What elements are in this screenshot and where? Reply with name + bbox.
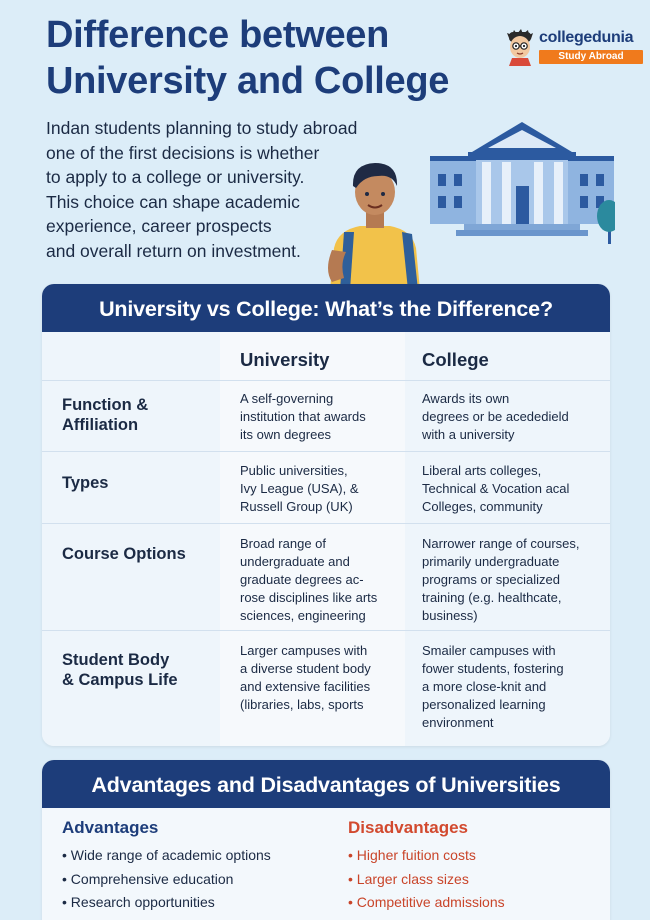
logo-tag: Study Abroad (539, 50, 643, 64)
list-item: • Higher fuition costs (348, 847, 476, 863)
university-cell (240, 462, 400, 516)
cell-line: rose disciplines like arts (240, 590, 378, 605)
cell-line: environment (422, 715, 494, 730)
advantages-heading: Advantages and Disadvantages of Universities (42, 760, 610, 808)
advantages-card (42, 760, 610, 920)
list-item: • Comprehensive education (62, 870, 234, 887)
intro-line: one of the first decisions is whether (46, 142, 320, 163)
cell-line: primarily undergraduate (422, 554, 560, 569)
column-header-university: University (240, 349, 330, 370)
row-label-line: Function & (62, 396, 149, 414)
row-divider (42, 630, 610, 631)
cell-line: Technical & Vocation acal (422, 481, 570, 496)
comparison-heading: University vs College: What’s the Difference? (42, 284, 610, 332)
university-cell (240, 535, 400, 625)
college-cell (422, 642, 607, 732)
intro-line: to apply to a college or university. (46, 167, 305, 187)
logo-name: collegedunia (539, 29, 634, 46)
comparison-table (42, 332, 610, 746)
collegedunia-logo (505, 28, 639, 68)
advantages-body (42, 808, 610, 920)
advantages-title: Advantages (62, 818, 159, 837)
cell-line: its own degrees (240, 427, 332, 442)
cell-line: Awards its own (422, 391, 510, 406)
page-title (46, 12, 506, 104)
column-header-college: College (422, 349, 489, 370)
row-label-line: Types (62, 474, 109, 492)
college-cell (422, 462, 607, 516)
cell-line: Liberal arts colleges, (422, 463, 542, 478)
cell-line: sciences, engineering (240, 608, 366, 623)
cell-line: degrees or be acededield (422, 409, 569, 424)
title-line-1: Difference between (46, 14, 390, 56)
cell-line: (libraries, labs, sports (240, 697, 364, 712)
list-item: • Competitive admissions (348, 894, 505, 910)
list-item: • Wide range of academic options (62, 847, 271, 863)
intro-line: and overall return on investment. (46, 240, 301, 261)
cell-line: institution that awards (240, 409, 366, 424)
row-divider (42, 451, 610, 452)
disadvantages-title: Disadvantages (348, 818, 468, 837)
college-cell (422, 535, 607, 625)
cell-line: Public universities, (240, 463, 348, 478)
mascot-icon (505, 28, 535, 66)
cell-line: Broad range of (240, 536, 327, 551)
cell-line: undergraduate and (240, 554, 350, 569)
advantages-list (62, 844, 271, 915)
intro-line: experience, career prospects (46, 216, 272, 236)
cell-line: Russell Group (UK) (240, 499, 353, 514)
cell-line: Larger campuses with (240, 643, 368, 658)
row-label-function (62, 395, 148, 435)
row-label-line: & Campus Life (62, 671, 178, 689)
cell-line: Smailer campuses with (422, 643, 556, 658)
cell-line: fower students, fostering (422, 661, 564, 676)
cell-line: programs or specialized (422, 572, 561, 587)
comparison-card (42, 284, 610, 746)
cell-line: Colleges, community (422, 499, 543, 514)
row-label-line: Course Options (62, 545, 186, 563)
intro-line: This choice can shape academic (46, 191, 300, 212)
list-item: • Larger class sizes (348, 870, 469, 887)
intro-line: Indan students planning to study abroad (46, 118, 358, 138)
row-label-line: Student Body (62, 651, 170, 669)
row-divider (42, 523, 610, 524)
university-building-illustration (430, 116, 615, 246)
row-divider (42, 380, 610, 381)
cell-line: and extensive facilities (240, 679, 371, 694)
university-cell (240, 642, 400, 714)
cell-line: a more close-knit and (422, 679, 547, 694)
cell-line: training (e.g. healthcate, (422, 590, 562, 605)
cell-line: a diverse student body (240, 661, 371, 676)
list-item: • Research opportunities (62, 894, 215, 910)
university-cell (240, 390, 400, 444)
row-label-course-options (62, 544, 186, 564)
cell-line: Narrower range of courses, (422, 536, 580, 551)
cell-line: business) (422, 608, 478, 623)
title-line-2: University and College (46, 60, 450, 102)
row-label-student-body (62, 650, 178, 690)
college-cell (422, 390, 607, 444)
disadvantages-list (348, 844, 505, 915)
cell-line: personalized learning (422, 697, 546, 712)
cell-line: graduate degrees ac- (240, 572, 364, 587)
cell-line: A self-governing (240, 391, 334, 406)
cell-line: Ivy League (USA), & (240, 481, 359, 496)
row-label-types (62, 473, 108, 493)
cell-line: with a university (422, 427, 515, 442)
student-illustration (320, 150, 430, 290)
row-label-line: Affiliation (62, 416, 139, 434)
